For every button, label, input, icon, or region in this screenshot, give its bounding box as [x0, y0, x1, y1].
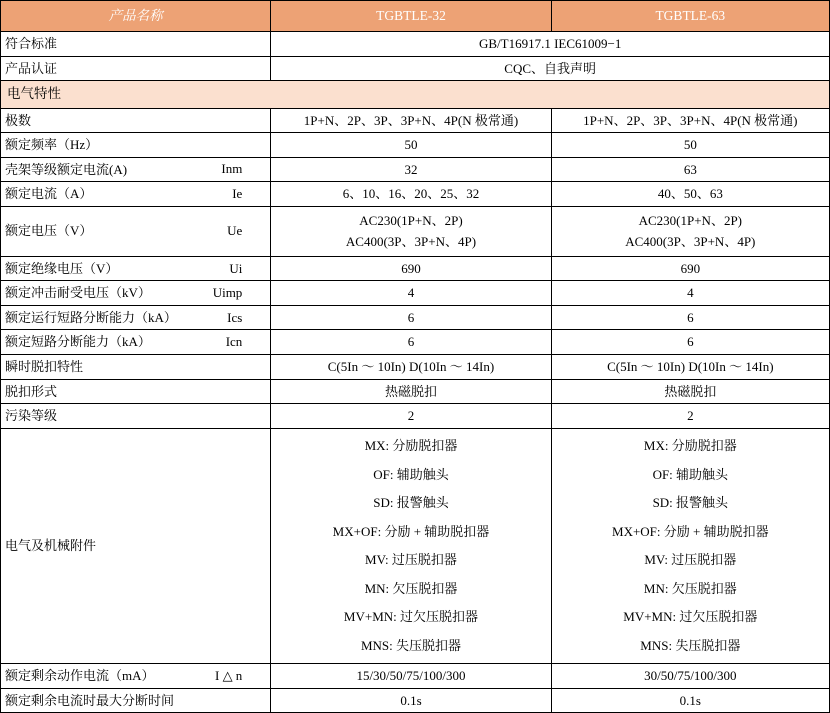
- accessory-code: MV:: [365, 552, 389, 568]
- accessory-code: MX+OF:: [332, 523, 382, 539]
- row-label-rated-current: [1, 182, 271, 207]
- accessory-desc: 过欠压脱扣器: [679, 609, 758, 625]
- table-header-row: [1, 1, 830, 32]
- row-value-poles-2: 1P+N、2P、3P、3P+N、4P(N 极常通): [551, 108, 829, 133]
- row-value-icn-2: 6: [551, 330, 829, 355]
- accessory-line: [556, 631, 825, 660]
- accessory-line: [275, 546, 546, 575]
- table-row-frequency: [1, 133, 830, 158]
- table-row-frame-current: [1, 157, 830, 182]
- header-product-name: 产品名称: [1, 1, 271, 32]
- accessory-code: MX:: [364, 438, 390, 454]
- header-model-1: TGBTLE-32: [271, 1, 551, 32]
- accessory-code: OF:: [652, 466, 673, 482]
- row-symbol-insulation-voltage: Ui: [229, 260, 243, 276]
- table-row-ics: [1, 305, 830, 330]
- row-label-rated-voltage: [1, 206, 271, 256]
- row-label-icn-text: 额定短路分断能力（kA）: [5, 334, 151, 350]
- accessory-line: [556, 489, 825, 518]
- row-value-pollution-degree-2: 2: [551, 404, 829, 429]
- rated-voltage-2-line1: AC230(1P+N、2P): [638, 212, 743, 228]
- row-label-impulse-voltage: [1, 281, 271, 306]
- accessory-line: [275, 603, 546, 632]
- row-value-accessories-2: [551, 428, 829, 663]
- row-label-frame-current: [1, 157, 271, 182]
- row-value-impulse-voltage-2: 4: [551, 281, 829, 306]
- row-value-insulation-voltage-1: 690: [271, 256, 551, 281]
- row-label-standard-text: 符合标准: [5, 36, 58, 52]
- accessory-desc: 分励脱扣器: [392, 438, 458, 454]
- row-label-trip-type-text: 脱扣形式: [5, 383, 58, 399]
- row-symbol-residual-current: I △ n: [214, 668, 243, 684]
- accessory-code: MN:: [643, 580, 669, 596]
- table-row-pollution-degree: [1, 404, 830, 429]
- table-row-insulation-voltage: [1, 256, 830, 281]
- accessory-desc: 失压脱扣器: [675, 637, 741, 653]
- row-value-residual-current-1: 15/30/50/75/100/300: [271, 664, 551, 689]
- accessory-line: [275, 631, 546, 660]
- accessory-code: OF:: [373, 466, 394, 482]
- row-label-pollution-degree: [1, 404, 271, 429]
- row-symbol-rated-current: Ie: [232, 186, 243, 202]
- accessory-desc: 分励 + 辅助脱扣器: [384, 523, 490, 539]
- accessory-line: [556, 603, 825, 632]
- row-value-icn-1: 6: [271, 330, 551, 355]
- row-value-residual-current-2: 30/50/75/100/300: [551, 664, 829, 689]
- rated-voltage-2-line2: AC400(3P、3P+N、4P): [625, 234, 756, 250]
- accessory-desc: 欠压脱扣器: [671, 580, 737, 596]
- table-row-rated-voltage: [1, 206, 830, 256]
- accessory-line: [275, 517, 546, 546]
- row-label-insulation-voltage-text: 额定绝缘电压（V）: [5, 260, 119, 276]
- table-row-poles: [1, 108, 830, 133]
- row-label-certification: [1, 56, 271, 81]
- table-row-trip-characteristic: [1, 355, 830, 380]
- row-label-poles-text: 极数: [5, 112, 32, 128]
- row-value-insulation-voltage-2: 690: [551, 256, 829, 281]
- accessory-line: [275, 432, 546, 461]
- table-row-impulse-voltage: [1, 281, 830, 306]
- row-symbol-rated-voltage: Ue: [227, 223, 243, 239]
- accessory-code: SD:: [652, 495, 673, 511]
- row-value-pollution-degree-1: 2: [271, 404, 551, 429]
- rated-voltage-1-line1: AC230(1P+N、2P): [359, 212, 463, 228]
- row-label-pollution-degree-text: 污染等级: [5, 408, 58, 424]
- row-symbol-impulse-voltage: Uimp: [212, 285, 243, 301]
- row-value-impulse-voltage-1: 4: [271, 281, 551, 306]
- row-value-poles-1: 1P+N、2P、3P、3P+N、4P(N 极常通): [271, 108, 551, 133]
- table-row-standard: [1, 32, 830, 57]
- section-title-electrical: 电气特性: [1, 81, 830, 108]
- row-symbol-icn: Icn: [225, 334, 243, 350]
- row-label-frame-current-text: 壳架等级额定电流(A): [5, 161, 128, 177]
- accessory-desc: 欠压脱扣器: [392, 580, 458, 596]
- accessory-line: [556, 432, 825, 461]
- row-value-break-time-1: 0.1s: [271, 688, 551, 713]
- row-label-break-time-text: 额定剩余电流时最大分断时间: [5, 692, 175, 708]
- row-value-ics-2: 6: [551, 305, 829, 330]
- accessory-desc: 报警触头: [676, 495, 729, 511]
- row-label-impulse-voltage-text: 额定冲击耐受电压（kV）: [5, 285, 151, 301]
- row-label-residual-current-text: 额定剩余动作电流（mA）: [5, 668, 155, 684]
- table-row-certification: [1, 56, 830, 81]
- accessory-code: SD:: [373, 495, 394, 511]
- accessory-desc: 辅助触头: [676, 466, 729, 482]
- row-value-certification: CQC、自我声明: [271, 56, 830, 81]
- row-label-residual-current: [1, 664, 271, 689]
- row-label-rated-current-text: 额定电流（A）: [5, 186, 93, 202]
- row-label-icn: [1, 330, 271, 355]
- row-label-ics-text: 额定运行短路分断能力（kA）: [5, 309, 177, 325]
- accessory-desc: 过压脱扣器: [391, 552, 457, 568]
- accessory-line: [556, 574, 825, 603]
- accessory-code: MV+MN:: [623, 609, 677, 625]
- row-value-rated-current-2: 40、50、63: [551, 182, 829, 207]
- accessory-line: [556, 517, 825, 546]
- accessory-desc: 过压脱扣器: [671, 552, 737, 568]
- table-row-accessories: [1, 428, 830, 663]
- row-label-ics: [1, 305, 271, 330]
- row-label-rated-voltage-text: 额定电压（V）: [5, 223, 93, 239]
- row-value-rated-current-1: 6、10、16、20、25、32: [271, 182, 551, 207]
- row-value-accessories-1: [271, 428, 551, 663]
- table-row-break-time: [1, 688, 830, 713]
- row-label-certification-text: 产品认证: [5, 60, 58, 76]
- accessory-line: [275, 460, 546, 489]
- accessory-code: MV:: [644, 552, 668, 568]
- row-value-frame-current-1: 32: [271, 157, 551, 182]
- row-value-rated-voltage-1: [271, 206, 551, 256]
- table-row-rated-current: [1, 182, 830, 207]
- row-value-frequency-2: 50: [551, 133, 829, 158]
- accessory-code: MX+OF:: [612, 523, 661, 539]
- row-label-frequency-text: 额定频率（Hz）: [5, 137, 99, 153]
- accessory-code: MNS:: [640, 637, 673, 653]
- row-label-standard: [1, 32, 271, 57]
- row-label-accessories: [1, 428, 271, 663]
- accessory-desc: 辅助触头: [396, 466, 449, 482]
- row-label-break-time: [1, 688, 271, 713]
- row-value-trip-characteristic-2: C(5In ～ 10In) D(10In ～ 14In): [551, 355, 829, 380]
- accessory-desc: 过欠压脱扣器: [400, 609, 479, 625]
- row-value-rated-voltage-2: [551, 206, 829, 256]
- accessory-code: MNS:: [360, 637, 393, 653]
- row-symbol-frame-current: Inm: [221, 161, 243, 177]
- accessory-line: [556, 460, 825, 489]
- accessory-desc: 报警触头: [396, 495, 449, 511]
- row-label-trip-characteristic-text: 瞬时脱扣特性: [5, 359, 84, 374]
- row-label-frequency: [1, 133, 271, 158]
- row-value-trip-characteristic-1: C(5In ～ 10In) D(10In ～ 14In): [271, 355, 551, 380]
- row-value-trip-type-2: 热磁脱扣: [551, 379, 829, 404]
- rated-voltage-1-line2: AC400(3P、3P+N、4P): [345, 234, 477, 250]
- accessory-line: [275, 489, 546, 518]
- row-label-trip-characteristic: [1, 355, 271, 380]
- accessory-desc: 分励 + 辅助脱扣器: [663, 523, 769, 539]
- row-value-frame-current-2: 63: [551, 157, 829, 182]
- accessory-desc: 分励脱扣器: [671, 438, 737, 454]
- accessory-code: MN:: [364, 580, 390, 596]
- table-row-trip-type: [1, 379, 830, 404]
- row-label-poles: [1, 108, 271, 133]
- section-row-electrical: [1, 81, 830, 108]
- accessory-line: [556, 546, 825, 575]
- accessory-desc: 失压脱扣器: [395, 637, 461, 653]
- accessory-code: MX:: [643, 438, 669, 454]
- accessory-line: [275, 574, 546, 603]
- accessory-code: MV+MN:: [343, 609, 397, 625]
- row-label-insulation-voltage: [1, 256, 271, 281]
- row-label-accessories-text: 电气及机械附件: [5, 538, 97, 554]
- row-value-ics-1: 6: [271, 305, 551, 330]
- header-model-2: TGBTLE-63: [551, 1, 829, 32]
- table-row-icn: [1, 330, 830, 355]
- row-value-break-time-2: 0.1s: [551, 688, 829, 713]
- table-row-residual-current: [1, 664, 830, 689]
- row-value-standard: GB/T16917.1 IEC61009−1: [271, 32, 830, 57]
- row-label-trip-type: [1, 379, 271, 404]
- row-symbol-ics: Ics: [227, 309, 243, 325]
- row-value-frequency-1: 50: [271, 133, 551, 158]
- row-value-trip-type-1: 热磁脱扣: [271, 379, 551, 404]
